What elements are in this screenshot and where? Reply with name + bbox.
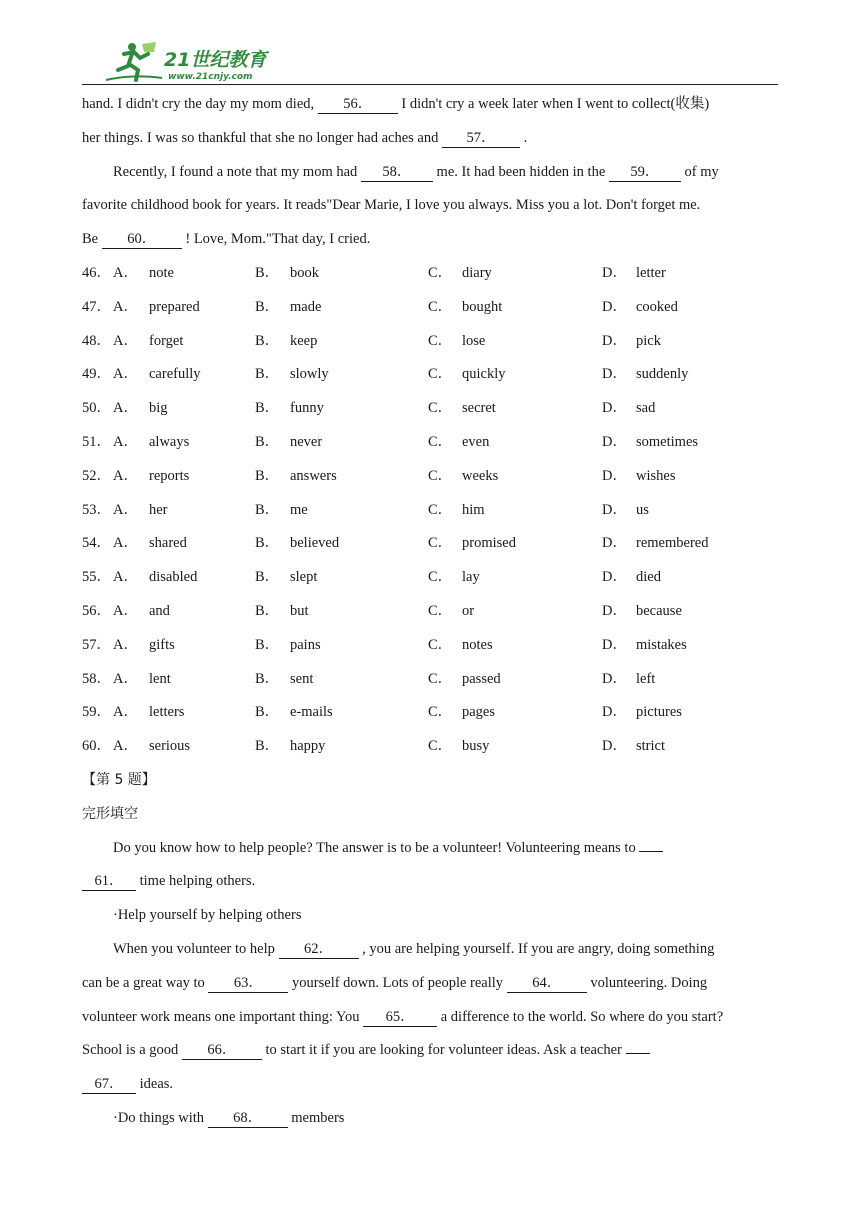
option-b: sent <box>290 670 314 687</box>
option-c: passed <box>462 670 501 687</box>
option-label: B． <box>255 602 280 619</box>
option-a: big <box>149 400 168 417</box>
option-label: D． <box>602 569 627 586</box>
option-b: answers <box>290 467 337 484</box>
passage-line: hand. I didn't cry the day my mom died, 56． I didn't cry a week later when I went to collect(收集) <box>82 96 710 112</box>
option-label: A． <box>113 602 138 619</box>
option-label: D． <box>602 501 627 518</box>
option-label: C． <box>428 738 453 755</box>
option-c: pages <box>462 704 496 721</box>
option-label: A． <box>113 332 138 349</box>
blank-57: 57． <box>442 129 520 148</box>
option-row <box>82 595 788 629</box>
option-label: C． <box>428 602 453 619</box>
option-row <box>82 291 788 325</box>
option-a: carefully <box>149 366 201 383</box>
section-heading: 【第 5 题】 <box>82 771 156 788</box>
passage-line: Recently, I found a note that my mom had 58． me. It had been hidden in the 59． of my <box>113 163 719 180</box>
question-number: 60． <box>82 738 111 755</box>
blank-67-start <box>626 1053 650 1054</box>
option-d: sad <box>636 400 656 417</box>
passage-line: volunteer work means one important thing: You 65． a difference to the world. So where do you start? <box>82 1008 724 1025</box>
option-a: shared <box>149 535 187 552</box>
option-label: C． <box>428 535 453 552</box>
passage-line: Do you know how to help people? The answer is to be a volunteer! Volunteering means to <box>82 832 788 866</box>
option-row <box>82 696 788 730</box>
passage-line: School is a good 66． to start it if you are looking for volunteer ideas. Ask a teacher <box>82 1034 788 1068</box>
option-a: prepared <box>149 298 200 315</box>
logo-subtext: www.21cnjy.com <box>168 72 253 82</box>
option-b: but <box>290 602 309 619</box>
option-row <box>82 494 788 528</box>
option-label: C． <box>428 332 453 349</box>
option-label: C． <box>428 636 453 653</box>
option-label: C． <box>428 569 453 586</box>
option-b: happy <box>290 738 326 755</box>
option-label: A． <box>113 433 138 450</box>
option-b: made <box>290 298 322 315</box>
option-d: suddenly <box>636 366 689 383</box>
option-label: B． <box>255 738 280 755</box>
option-label: D． <box>602 366 627 383</box>
option-row <box>82 663 788 697</box>
passage-line: can be a great way to 63． yourself down. Lots of people really 64． volunteering. Doing <box>82 974 708 991</box>
option-b: pains <box>290 636 321 653</box>
option-label: C． <box>428 467 453 484</box>
passage-line: 67． ideas. <box>82 1068 788 1102</box>
option-row <box>82 257 788 291</box>
blank-61-start <box>639 851 663 852</box>
option-label: B． <box>255 264 280 281</box>
option-d: pick <box>636 332 661 349</box>
option-label: D． <box>602 332 627 349</box>
option-label: A． <box>113 366 138 383</box>
option-a: and <box>149 602 170 619</box>
passage-line: 61． time helping others. <box>82 865 788 899</box>
option-b: slept <box>290 569 318 586</box>
option-label: D． <box>602 433 627 450</box>
option-label: D． <box>602 298 627 315</box>
option-label: B． <box>255 569 280 586</box>
passage-line: Be 60． ! Love, Mom."That day, I cried. <box>82 231 371 248</box>
option-label: A． <box>113 400 138 417</box>
blank-66: 66． <box>182 1041 262 1060</box>
option-label: A． <box>113 636 138 653</box>
option-label: D． <box>602 467 627 484</box>
subheading: ·Do things with 68． members <box>113 1109 345 1126</box>
question-number: 47． <box>82 298 111 315</box>
logo-text: 21世纪教育 <box>164 49 267 71</box>
option-d: because <box>636 602 682 619</box>
option-b: believed <box>290 535 340 552</box>
option-c: him <box>462 501 485 518</box>
option-label: C． <box>428 366 453 383</box>
option-d: sometimes <box>636 433 699 450</box>
option-c: lose <box>462 332 486 349</box>
option-d: pictures <box>636 704 682 721</box>
option-label: D． <box>602 602 627 619</box>
option-c: lay <box>462 569 480 586</box>
option-row <box>82 527 788 561</box>
option-label: D． <box>602 535 627 552</box>
option-a: her <box>149 501 168 518</box>
runner-icon <box>106 42 162 80</box>
option-label: C． <box>428 433 453 450</box>
blank-65: 65． <box>363 1008 437 1027</box>
option-b: me <box>290 501 308 518</box>
blank-58: 58． <box>361 163 433 182</box>
option-c: secret <box>462 400 496 417</box>
option-label: B． <box>255 433 280 450</box>
option-c: notes <box>462 636 493 653</box>
option-label: A． <box>113 670 138 687</box>
option-label: B． <box>255 636 280 653</box>
option-a: note <box>149 264 174 281</box>
option-label: A． <box>113 535 138 552</box>
option-c: weeks <box>462 467 499 484</box>
option-row <box>82 629 788 663</box>
option-label: D． <box>602 670 627 687</box>
question-number: 57． <box>82 636 111 653</box>
blank-60: 60． <box>102 230 182 249</box>
option-label: B． <box>255 704 280 721</box>
option-label: C． <box>428 501 453 518</box>
option-a: reports <box>149 467 190 484</box>
option-label: C． <box>428 298 453 315</box>
option-b: keep <box>290 332 318 349</box>
question-number: 49． <box>82 366 111 383</box>
option-a: serious <box>149 738 191 755</box>
option-b: never <box>290 433 323 450</box>
option-d: us <box>636 501 649 518</box>
option-c: or <box>462 602 475 619</box>
option-label: B． <box>255 332 280 349</box>
question-number: 51． <box>82 433 111 450</box>
option-label: B． <box>255 298 280 315</box>
option-label: B． <box>255 501 280 518</box>
blank-62: 62． <box>279 940 359 959</box>
option-d: remembered <box>636 535 709 552</box>
question-number: 50． <box>82 400 111 417</box>
blank-61: 61． <box>82 872 136 891</box>
option-label: D． <box>602 738 627 755</box>
option-a: gifts <box>149 636 175 653</box>
21cnjy-logo <box>102 40 272 84</box>
option-b: e-mails <box>290 704 333 721</box>
option-b: slowly <box>290 366 329 383</box>
blank-64: 64． <box>507 974 587 993</box>
option-label: D． <box>602 636 627 653</box>
blank-67: 67． <box>82 1075 136 1094</box>
option-label: A． <box>113 298 138 315</box>
option-label: C． <box>428 670 453 687</box>
question-number: 52． <box>82 467 111 484</box>
option-b: book <box>290 264 319 281</box>
passage-line: When you volunteer to help 62． , you are helping yourself. If you are angry, doing something <box>113 940 715 957</box>
blank-68: 68． <box>208 1109 288 1128</box>
option-c: quickly <box>462 366 506 383</box>
option-a: lent <box>149 670 171 687</box>
option-row <box>82 392 788 426</box>
section-type: 完形填空 <box>82 805 138 822</box>
option-label: D． <box>602 704 627 721</box>
option-label: A． <box>113 501 138 518</box>
option-label: D． <box>602 264 627 281</box>
options-list <box>82 257 788 764</box>
question-number: 53． <box>82 501 111 518</box>
option-row <box>82 561 788 595</box>
document-body <box>82 88 788 1136</box>
option-c: bought <box>462 298 503 315</box>
option-label: A． <box>113 704 138 721</box>
option-row <box>82 460 788 494</box>
option-label: B． <box>255 467 280 484</box>
option-row <box>82 426 788 460</box>
option-label: C． <box>428 264 453 281</box>
option-label: A． <box>113 467 138 484</box>
question-number: 55． <box>82 569 111 586</box>
option-row <box>82 730 788 764</box>
option-d: wishes <box>636 467 676 484</box>
header-rule <box>82 84 778 85</box>
blank-56: 56． <box>318 95 398 114</box>
option-a: letters <box>149 704 185 721</box>
option-label: A． <box>113 264 138 281</box>
option-c: busy <box>462 738 490 755</box>
passage-line: her things. I was so thankful that she no longer had aches and 57． . <box>82 129 528 146</box>
option-d: strict <box>636 738 665 755</box>
blank-59: 59． <box>609 163 681 182</box>
option-label: B． <box>255 400 280 417</box>
option-d: left <box>636 670 656 687</box>
option-label: A． <box>113 738 138 755</box>
question-number: 54． <box>82 535 111 552</box>
option-label: B． <box>255 670 280 687</box>
option-c: even <box>462 433 490 450</box>
option-a: disabled <box>149 569 198 586</box>
option-d: cooked <box>636 298 678 315</box>
option-label: C． <box>428 400 453 417</box>
option-d: died <box>636 569 661 586</box>
page-header <box>82 40 778 86</box>
option-c: diary <box>462 264 492 281</box>
option-row <box>82 325 788 359</box>
option-label: B． <box>255 366 280 383</box>
option-b: funny <box>290 400 324 417</box>
question-number: 56． <box>82 602 111 619</box>
question-number: 46． <box>82 264 111 281</box>
option-a: always <box>149 433 190 450</box>
question-number: 58． <box>82 670 111 687</box>
subheading: ·Help yourself by helping others <box>113 907 302 924</box>
option-label: D． <box>602 400 627 417</box>
question-number: 59． <box>82 704 111 721</box>
passage-line: favorite childhood book for years. It reads"Dear Marie, I love you always. Miss you a lot. Don't forget me. <box>82 197 701 214</box>
option-label: B． <box>255 535 280 552</box>
option-a: forget <box>149 332 184 349</box>
option-d: letter <box>636 264 666 281</box>
question-number: 48． <box>82 332 111 349</box>
option-d: mistakes <box>636 636 687 653</box>
option-label: A． <box>113 569 138 586</box>
blank-63: 63． <box>208 974 288 993</box>
option-row <box>82 358 788 392</box>
option-c: promised <box>462 535 516 552</box>
option-label: C． <box>428 704 453 721</box>
